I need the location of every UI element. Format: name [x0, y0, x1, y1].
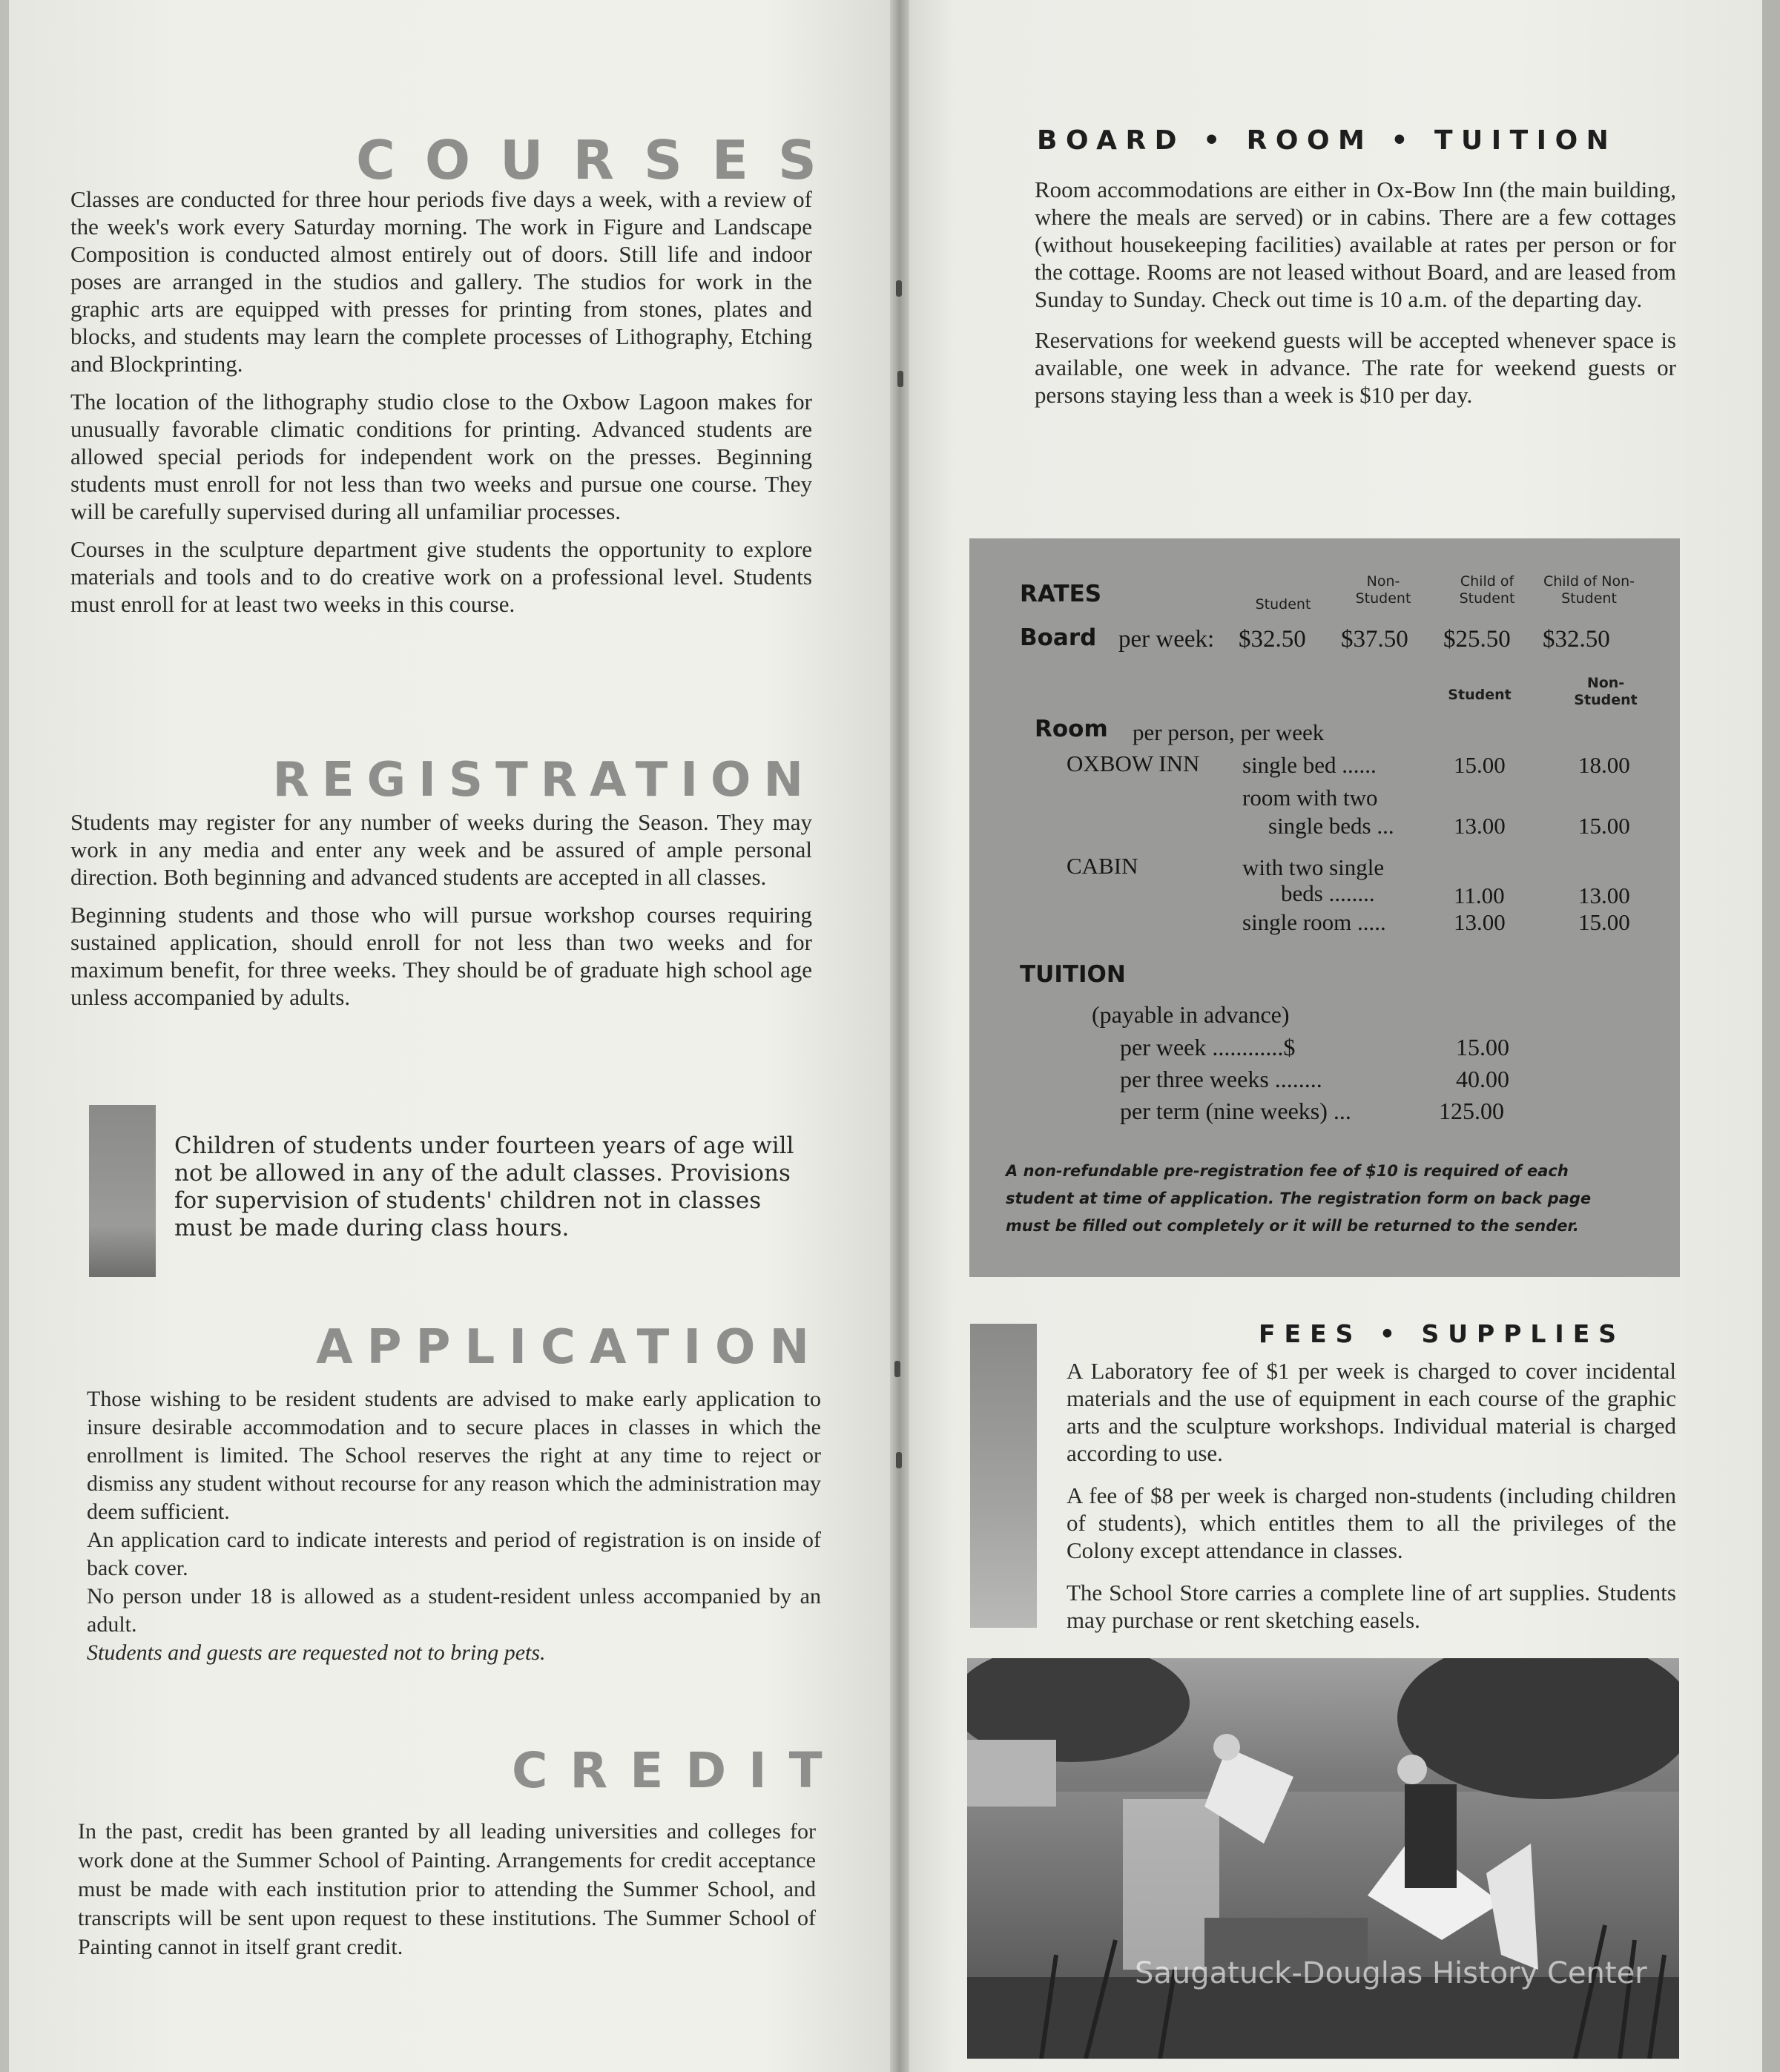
room-col-student: Student: [1448, 687, 1512, 703]
board-period: per week:: [1118, 626, 1215, 653]
room-col-non-student-label: Non-Student: [1574, 675, 1638, 708]
oxbow-single-bed-non-student: 18.00: [1578, 752, 1630, 778]
application-paragraph-3: No person under 18 is allowed as a student-resident unless accompanied by an adult.: [87, 1584, 821, 1637]
cabin-two-beds-label-1: with two single: [1242, 854, 1385, 880]
registration-heading: REGISTRATION: [272, 753, 816, 808]
cabin-two-beds-non-student: 13.00: [1578, 882, 1630, 908]
oxbow-single-bed-student: 15.00: [1454, 752, 1506, 778]
staple: [897, 371, 903, 387]
tuition-week-label: per week ............$: [1120, 1034, 1296, 1060]
application-paragraph-2: An application card to indicate interests and period of registration is on inside of back cover.: [87, 1528, 821, 1580]
tuition-note: (payable in advance): [1092, 1001, 1290, 1028]
application-text: [87, 1385, 821, 1667]
courses-heading: COURSES: [356, 129, 846, 191]
students-painting-photo: [967, 1658, 1679, 2059]
oxbow-single-bed-label: single bed ......: [1242, 752, 1377, 778]
room-col-non-student: [1565, 675, 1646, 709]
registration-note-bar: [89, 1105, 156, 1277]
cabin-single-room-non-student: 15.00: [1578, 909, 1630, 935]
board-paragraph-2: Reservations for weekend guests will be accepted whenever space is available, one week in advance. The rate for weekend guests or persons staying less than a week is $10 per day.: [1035, 327, 1676, 408]
fees-supplies-text: [1067, 1357, 1676, 1644]
fees-paragraph-2: A fee of $8 per week is charged non-students (including children of students), which entitles them to all the privileges of the Colony except attendance in classes.: [1067, 1482, 1676, 1563]
tuition-three-weeks-value: 40.00: [1456, 1066, 1509, 1092]
oxbow-two-beds-non-student: 15.00: [1578, 813, 1630, 839]
oxbow-inn-label: OXBOW INN: [1067, 750, 1200, 776]
photo-illustration: [967, 1658, 1679, 2059]
fees-supplies-heading: FEES • SUPPLIES: [1259, 1319, 1626, 1348]
cabin-two-beds-student: 11.00: [1454, 882, 1505, 908]
board-col-student: Student: [1255, 596, 1311, 613]
fine-print-1: A non-refundable pre-registration fee of $10 is required of each: [1006, 1162, 1569, 1180]
room-period: per person, per week: [1133, 719, 1325, 745]
photo-watermark: Saugatuck-Douglas History Center: [1135, 1956, 1647, 1990]
tuition-term-value: 125.00: [1439, 1098, 1504, 1124]
board-value-child-of-non-student: $32.50: [1543, 626, 1610, 653]
courses-paragraph-1: Classes are conducted for three hour periods five days a week, with a review of the week's work every Saturday morning. The work in Figure and Landscape Composition is conducted almost entirely out of doors. Still life and indoor poses are arranged in the studios and gallery. The studios for work in the graphic arts are equipped with presses for printing from stones, plates and blocks, and students may learn the complete processes of Lithography, Etching and Blockprinting.: [70, 186, 812, 377]
board-col-child-of-student-label: Child of Student: [1459, 573, 1515, 607]
fees-side-bar: [970, 1324, 1037, 1628]
application-heading: APPLICATION: [316, 1320, 823, 1375]
registration-text: [70, 808, 812, 1021]
board-col-child-of-non-student: [1535, 573, 1643, 607]
fine-print-3: must be filled out completely or it will be returned to the sender.: [1006, 1217, 1579, 1235]
tuition-three-weeks-label: per three weeks ........: [1120, 1066, 1322, 1092]
board-room-tuition-text: [1035, 176, 1676, 419]
fine-print-2: student at time of application. The registration form on back page: [1006, 1190, 1592, 1207]
cabin-label: CABIN: [1067, 853, 1138, 879]
fees-paragraph-3: The School Store carries a complete line of art supplies. Students may purchase or rent sketching easels.: [1067, 1580, 1676, 1633]
board-col-child-of-non-student-label: Child of Non-Student: [1543, 573, 1635, 607]
board-col-non-student: [1342, 573, 1424, 607]
cabin-two-beds-label-2: beds ........: [1281, 880, 1375, 906]
rates-title: RATES: [1020, 581, 1102, 607]
tuition-label: TUITION: [1020, 961, 1126, 988]
board-col-non-student-label: Non-Student: [1355, 573, 1411, 607]
tuition-week-value: 15.00: [1456, 1034, 1509, 1060]
cabin-single-room-student: 13.00: [1454, 909, 1506, 935]
oxbow-two-beds-label-1: room with two: [1242, 785, 1378, 811]
board-value-non-student: $37.50: [1341, 626, 1408, 653]
application-paragraph-1: Those wishing to be resident students are advised to make early application to insure desirable accommodation and to secure places in classes in which the enrollment is limited. The School reserves the right at any time to reject or dismiss any student without recourse for any reason which the administration may deem sufficient.: [87, 1387, 821, 1524]
registration-paragraph-1: Students may register for any number of weeks during the Season. They may work in any media and enter any week and be assured of ample personal direction. Both beginning and advanced students are accepted in all classes.: [70, 809, 812, 890]
fees-paragraph-1: A Laboratory fee of $1 per week is charged to cover incidental materials and the use of equipment in each course of the graphic arts and the sculpture workshops. Individual material is charged according to use.: [1067, 1358, 1676, 1466]
binding-gutter: [890, 0, 909, 2072]
courses-text: [70, 185, 812, 628]
board-value-child-of-student: $25.50: [1443, 626, 1511, 653]
cabin-single-room-label: single room .....: [1242, 909, 1386, 935]
credit-heading: CREDIT: [512, 1742, 845, 1799]
board-col-child-of-student: [1443, 573, 1532, 607]
board-label: Board: [1020, 624, 1097, 651]
application-pets-note: Students and guests are requested not to bring pets.: [87, 1640, 546, 1665]
oxbow-two-beds-student: 13.00: [1454, 813, 1506, 839]
page-edge: [1762, 0, 1780, 2072]
room-label: Room: [1035, 716, 1108, 742]
registration-paragraph-2: Beginning students and those who will pursue workshop courses requiring sustained application, should enroll for not less than two weeks and for maximum benefit, for three weeks. They should be of graduate high school age unless accompanied by adults.: [70, 902, 812, 1010]
credit-text: In the past, credit has been granted by all leading universities and colleges for work done at the Summer School of Painting. Arrangements for credit acceptance must be made with each institution prior to attending the Summer School, and transcripts will be sent upon request to these institutions. The Summer School of Painting cannot in itself grant credit.: [78, 1819, 816, 1959]
staple: [896, 1452, 902, 1468]
oxbow-two-beds-label-2: single beds ...: [1268, 813, 1394, 839]
board-room-tuition-heading: BOARD • ROOM • TUITION: [1037, 125, 1618, 156]
courses-paragraph-3: Courses in the sculpture department give students the opportunity to explore materials and tools and to do creative work on a professional level. Students must enroll for at least two weeks in this course.: [70, 536, 812, 617]
tuition-term-label: per term (nine weeks) ...: [1120, 1098, 1351, 1124]
registration-note: Children of students under fourteen years of age will not be allowed in any of the adult classes. Provisions for supervision of students' children not in classes must be made during class hours.: [174, 1132, 794, 1241]
board-paragraph-1: Room accommodations are either in Ox-Bow Inn (the main building, where the meals are served) or in cabins. There are a few cottages (without housekeeping facilities) available at rates per person or for the cottage. Rooms are not leased without Board, and are leased from Sunday to Sunday. Check out time is 10 a.m. of the departing day.: [1035, 176, 1676, 312]
staple: [894, 1361, 900, 1377]
staple: [896, 280, 902, 297]
courses-paragraph-2: The location of the lithography studio close to the Oxbow Lagoon makes for unusually favorable climatic conditions for printing. Advanced students are allowed special periods for independent work on the presses. Beginning students must enroll for not less than two weeks and pursue one course. They will be carefully supervised during all unfamiliar processes.: [70, 389, 812, 524]
board-value-student: $32.50: [1239, 626, 1306, 653]
